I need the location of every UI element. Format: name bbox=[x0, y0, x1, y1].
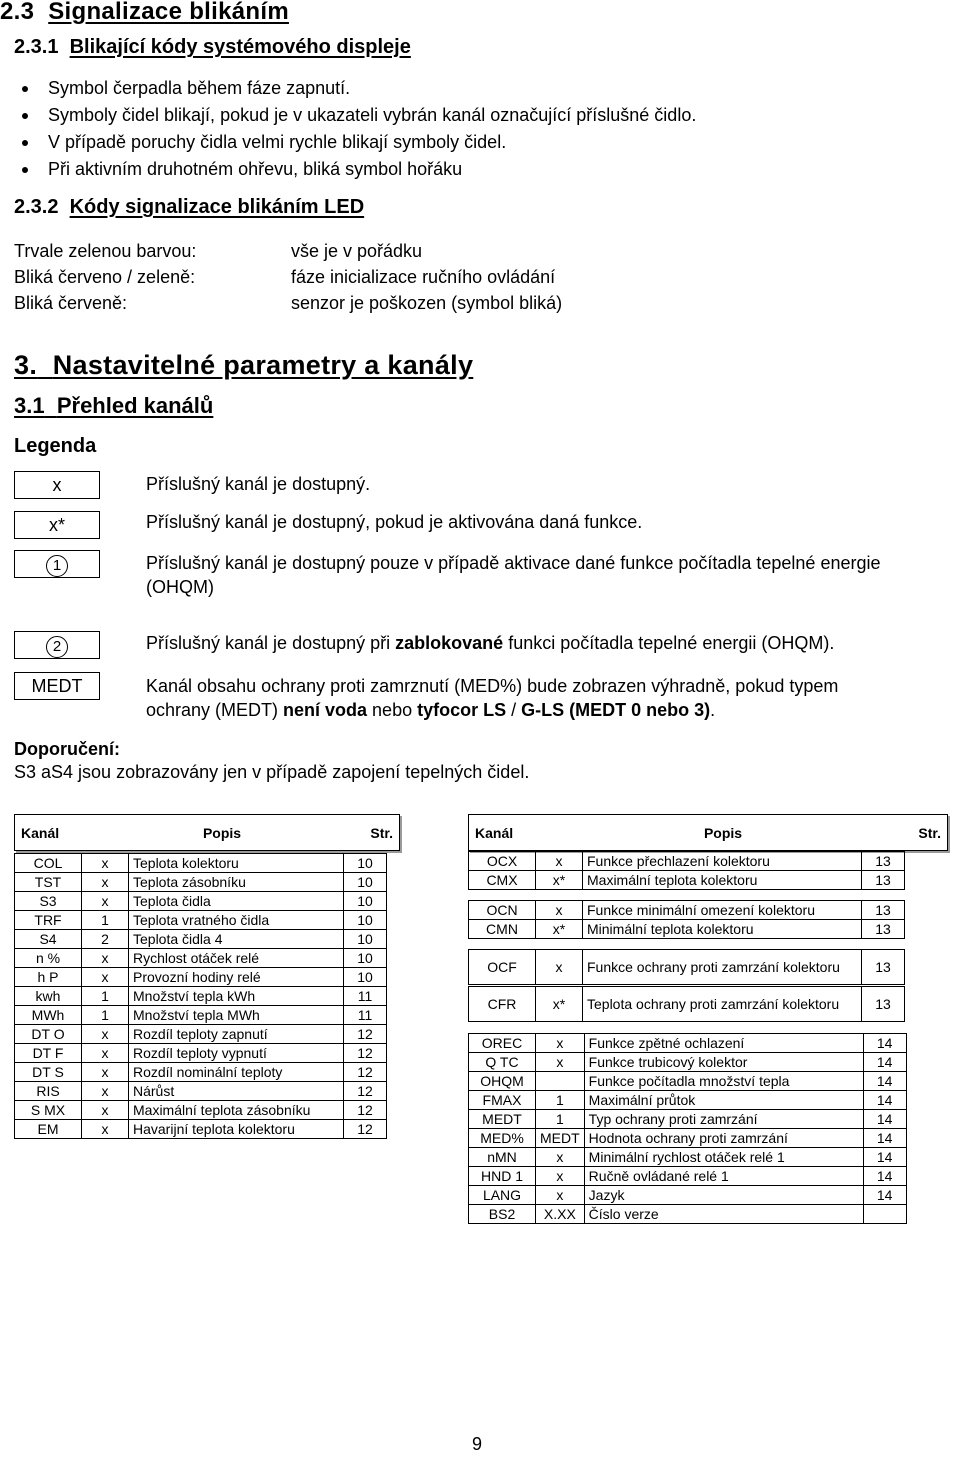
channel-code: CFR bbox=[469, 987, 536, 1022]
channel-code: kwh bbox=[15, 987, 82, 1006]
list-item: Při aktivním druhotném ohřevu, bliká symbol hořáku bbox=[14, 156, 696, 183]
availability: x bbox=[536, 1186, 585, 1205]
availability: x bbox=[82, 1120, 129, 1139]
page-ref: 14 bbox=[863, 1129, 906, 1148]
channel-code: DT S bbox=[15, 1063, 82, 1082]
availability: 1 bbox=[82, 1006, 129, 1025]
channel-code: BS2 bbox=[469, 1205, 536, 1224]
description: Ručně ovládané relé 1 bbox=[584, 1167, 863, 1186]
description: Číslo verze bbox=[584, 1205, 863, 1224]
header-desc: Popis bbox=[202, 824, 242, 841]
channel-code: RIS bbox=[15, 1082, 82, 1101]
led-meaning: senzor je poškozen (symbol bliká) bbox=[291, 293, 563, 313]
availability: x bbox=[82, 1082, 129, 1101]
table-row bbox=[15, 892, 387, 911]
description: Teplota vratného čidla bbox=[129, 911, 344, 930]
page-ref: 10 bbox=[344, 911, 387, 930]
availability: x bbox=[82, 873, 129, 892]
channel-code: nMN bbox=[469, 1148, 536, 1167]
table-row bbox=[15, 930, 387, 949]
left-table-header bbox=[14, 814, 400, 851]
legend-symbol-x: x bbox=[14, 471, 100, 499]
page-ref: 12 bbox=[344, 1082, 387, 1101]
availability bbox=[536, 1072, 585, 1091]
channel-code: OCF bbox=[469, 950, 536, 985]
description: Nárůst bbox=[129, 1082, 344, 1101]
description: Teplota čidla 4 bbox=[129, 930, 344, 949]
table-row bbox=[15, 987, 387, 1006]
table-row bbox=[469, 1205, 907, 1224]
availability: x bbox=[536, 1148, 585, 1167]
page-ref: 13 bbox=[862, 987, 905, 1022]
page-ref: 10 bbox=[344, 892, 387, 911]
channel-table bbox=[468, 900, 905, 939]
availability: x bbox=[82, 1044, 129, 1063]
availability: 1 bbox=[82, 911, 129, 930]
legend-symbol-x-star: x* bbox=[14, 511, 100, 539]
description: Hodnota ochrany proti zamrzání bbox=[584, 1129, 863, 1148]
page-ref: 10 bbox=[344, 930, 387, 949]
description: Teplota kolektoru bbox=[129, 854, 344, 873]
page-ref: 11 bbox=[344, 1006, 387, 1025]
page-ref: 10 bbox=[344, 968, 387, 987]
led-states bbox=[14, 238, 196, 316]
description: Teplota čidla bbox=[129, 892, 344, 911]
page-ref: 14 bbox=[863, 1034, 906, 1053]
page-ref: 11 bbox=[344, 987, 387, 1006]
availability: x bbox=[536, 1034, 585, 1053]
page-ref: 14 bbox=[863, 1110, 906, 1129]
description: Maximální teplota zásobníku bbox=[129, 1101, 344, 1120]
description: Typ ochrany proti zamrzání bbox=[584, 1110, 863, 1129]
channel-code: S4 bbox=[15, 930, 82, 949]
table-row bbox=[15, 1082, 387, 1101]
description: Rozdíl teploty vypnutí bbox=[129, 1044, 344, 1063]
channel-code: MED% bbox=[469, 1129, 536, 1148]
page-ref: 14 bbox=[863, 1091, 906, 1110]
page-ref: 12 bbox=[344, 1101, 387, 1120]
right-table-header bbox=[468, 814, 948, 851]
page-ref bbox=[863, 1205, 906, 1224]
description: Funkce trubicový kolektor bbox=[584, 1053, 863, 1072]
table-row bbox=[469, 1072, 907, 1091]
availability: 1 bbox=[82, 987, 129, 1006]
availability: x bbox=[536, 901, 583, 920]
page-ref: 13 bbox=[862, 871, 905, 890]
page-ref: 13 bbox=[862, 852, 905, 871]
page-ref: 14 bbox=[863, 1072, 906, 1091]
channel-code: LANG bbox=[469, 1186, 536, 1205]
description: Minimální teplota kolektoru bbox=[583, 920, 862, 939]
channel-code: h P bbox=[15, 968, 82, 987]
table-row bbox=[15, 854, 387, 873]
channel-code: TST bbox=[15, 873, 82, 892]
page-ref: 10 bbox=[344, 854, 387, 873]
list-item: V případě poruchy čidla velmi rychle blikají symboly čidel. bbox=[14, 129, 696, 156]
section-2-3-2-heading: 2.3.2 Kódy signalizace blikáním LED bbox=[14, 196, 365, 218]
table-row bbox=[469, 852, 905, 871]
channel-code: OCN bbox=[469, 901, 536, 920]
table-row bbox=[469, 1186, 907, 1205]
recommendation-text: S3 aS4 jsou zobrazovány jen v případě zapojení tepelných čidel. bbox=[14, 762, 530, 782]
channel-code: CMN bbox=[469, 920, 536, 939]
availability: x bbox=[82, 1025, 129, 1044]
table-row bbox=[469, 950, 905, 985]
page-number: 9 bbox=[472, 1434, 483, 1454]
table-row bbox=[15, 911, 387, 930]
section-3-heading: 3. Nastavitelné parametry a kanály bbox=[14, 350, 474, 380]
list-item: Symboly čidel blikají, pokud je v ukazateli vybrán kanál označující příslušné čidlo. bbox=[14, 102, 696, 129]
blink-code-list bbox=[14, 75, 696, 183]
availability: x* bbox=[536, 920, 583, 939]
availability: x bbox=[536, 852, 583, 871]
section-2-3-1-heading: 2.3.1 Blikající kódy systémového displeje bbox=[14, 36, 411, 58]
channel-table bbox=[14, 853, 387, 1139]
table-row bbox=[469, 1053, 907, 1072]
channel-code: COL bbox=[15, 854, 82, 873]
table-row bbox=[469, 1110, 907, 1129]
legend-text-x: Příslušný kanál je dostupný. bbox=[146, 474, 371, 494]
availability: 1 bbox=[536, 1110, 585, 1129]
legend-text-circle-1: Příslušný kanál je dostupný pouze v případě aktivace dané funkce počítadla tepelné energie (OHQM) bbox=[146, 553, 881, 597]
page-ref: 12 bbox=[344, 1044, 387, 1063]
availability: x bbox=[82, 1101, 129, 1120]
page-ref: 13 bbox=[862, 950, 905, 985]
table-row bbox=[15, 1101, 387, 1120]
table-row bbox=[15, 873, 387, 892]
channel-code: EM bbox=[15, 1120, 82, 1139]
table-row bbox=[469, 1091, 907, 1110]
availability: x* bbox=[536, 871, 583, 890]
page-ref: 14 bbox=[863, 1148, 906, 1167]
availability: x bbox=[82, 949, 129, 968]
channel-code: S MX bbox=[15, 1101, 82, 1120]
page-ref: 14 bbox=[863, 1053, 906, 1072]
table-row bbox=[469, 920, 905, 939]
description: Rozdíl nominální teploty bbox=[129, 1063, 344, 1082]
legend-symbol-circle-2 bbox=[14, 631, 100, 659]
table-row bbox=[15, 1006, 387, 1025]
availability: x bbox=[82, 892, 129, 911]
channel-code: S3 bbox=[15, 892, 82, 911]
page-ref: 13 bbox=[862, 920, 905, 939]
section-3-1-heading: 3.1 Přehled kanálů bbox=[14, 393, 214, 418]
page-ref: 14 bbox=[863, 1167, 906, 1186]
table-row bbox=[469, 901, 905, 920]
header-page: Str. bbox=[370, 824, 393, 841]
availability: X.XX bbox=[536, 1205, 585, 1224]
table-row bbox=[15, 1063, 387, 1082]
led-state: Bliká červeně: bbox=[14, 293, 128, 313]
table-row bbox=[469, 987, 905, 1022]
page-ref: 10 bbox=[344, 873, 387, 892]
description: Minimální rychlost otáček relé 1 bbox=[584, 1148, 863, 1167]
channel-code: OCX bbox=[469, 852, 536, 871]
page-ref: 13 bbox=[862, 901, 905, 920]
table-row bbox=[469, 1129, 907, 1148]
legend-text-medt: Kanál obsahu ochrany proti zamrznutí (MED%) bude zobrazen výhradně, pokud typem ochrany (MEDT) není voda nebo tyfocor LS / G-LS (MEDT 0 nebo 3). bbox=[146, 676, 839, 720]
channel-code: n % bbox=[15, 949, 82, 968]
led-meaning: vše je v pořádku bbox=[291, 241, 423, 261]
availability: 2 bbox=[82, 930, 129, 949]
table-row bbox=[15, 968, 387, 987]
page-ref: 10 bbox=[344, 949, 387, 968]
table-row bbox=[15, 949, 387, 968]
table-row bbox=[15, 1120, 387, 1139]
table-row bbox=[469, 1148, 907, 1167]
description: Maximální teplota kolektoru bbox=[583, 871, 862, 890]
availability: x bbox=[82, 1063, 129, 1082]
led-state: Trvale zelenou barvou: bbox=[14, 241, 197, 261]
description: Rychlost otáček relé bbox=[129, 949, 344, 968]
channel-table bbox=[468, 949, 905, 985]
channel-code: Q TC bbox=[469, 1053, 536, 1072]
channel-table bbox=[468, 986, 905, 1022]
led-state: Bliká červeno / zeleně: bbox=[14, 267, 196, 287]
availability: x bbox=[536, 950, 583, 985]
channel-code: MEDT bbox=[469, 1110, 536, 1129]
recommendation-title: Doporučení: bbox=[14, 739, 120, 759]
description: Funkce počítadla množství tepla bbox=[584, 1072, 863, 1091]
table-row bbox=[15, 1044, 387, 1063]
led-meaning: fáze inicializace ručního ovládání bbox=[291, 267, 556, 287]
page-ref: 12 bbox=[344, 1120, 387, 1139]
led-meanings bbox=[291, 238, 562, 316]
description: Funkce přechlazení kolektoru bbox=[583, 852, 862, 871]
description: Jazyk bbox=[584, 1186, 863, 1205]
table-row bbox=[469, 871, 905, 890]
availability: x* bbox=[536, 987, 583, 1022]
availability: x bbox=[536, 1167, 585, 1186]
description: Provozní hodiny relé bbox=[129, 968, 344, 987]
channel-code: TRF bbox=[15, 911, 82, 930]
availability: x bbox=[82, 968, 129, 987]
availability: x bbox=[536, 1053, 585, 1072]
description: Maximální průtok bbox=[584, 1091, 863, 1110]
table-row bbox=[469, 1034, 907, 1053]
description: Množství tepla kWh bbox=[129, 987, 344, 1006]
description: Množství tepla MWh bbox=[129, 1006, 344, 1025]
table-row bbox=[15, 1025, 387, 1044]
header-channel: Kanál bbox=[21, 824, 60, 841]
header-page: Str. bbox=[918, 824, 941, 841]
description: Rozdíl teploty zapnutí bbox=[129, 1025, 344, 1044]
description: Teplota zásobníku bbox=[129, 873, 344, 892]
availability: MEDT bbox=[536, 1129, 585, 1148]
channel-code: DT F bbox=[15, 1044, 82, 1063]
legend-text-circle-2: Příslušný kanál je dostupný při zablokované funkci počítadla tepelné energii (OHQM). bbox=[146, 633, 835, 653]
page-ref: 12 bbox=[344, 1063, 387, 1082]
channel-table bbox=[468, 1033, 907, 1224]
legend-text-x-star: Příslušný kanál je dostupný, pokud je aktivována daná funkce. bbox=[146, 512, 643, 532]
legend-symbol-circle-1 bbox=[14, 550, 100, 578]
description: Funkce minimální omezení kolektoru bbox=[583, 901, 862, 920]
description: Havarijní teplota kolektoru bbox=[129, 1120, 344, 1139]
page-ref: 14 bbox=[863, 1186, 906, 1205]
table-row bbox=[469, 1167, 907, 1186]
circled-two-icon: 2 bbox=[46, 636, 68, 658]
list-item: Symbol čerpadla během fáze zapnutí. bbox=[14, 75, 696, 102]
header-channel: Kanál bbox=[475, 824, 514, 841]
section-2-3-heading: 2.3 Signalizace blikáním bbox=[0, 0, 289, 25]
channel-code: MWh bbox=[15, 1006, 82, 1025]
description: Funkce ochrany proti zamrzání kolektoru bbox=[583, 950, 862, 985]
availability: 1 bbox=[536, 1091, 585, 1110]
page-ref: 12 bbox=[344, 1025, 387, 1044]
availability: x bbox=[82, 854, 129, 873]
legend-title: Legenda bbox=[14, 435, 97, 457]
channel-code: CMX bbox=[469, 871, 536, 890]
channel-code: HND 1 bbox=[469, 1167, 536, 1186]
channel-code: OHQM bbox=[469, 1072, 536, 1091]
channel-code: DT O bbox=[15, 1025, 82, 1044]
circled-one-icon: 1 bbox=[46, 555, 68, 577]
channel-code: FMAX bbox=[469, 1091, 536, 1110]
description: Teplota ochrany proti zamrzání kolektoru bbox=[583, 987, 862, 1022]
header-desc: Popis bbox=[703, 824, 743, 841]
channel-table bbox=[468, 851, 905, 890]
legend-symbol-medt: MEDT bbox=[14, 672, 100, 700]
channel-code: OREC bbox=[469, 1034, 536, 1053]
description: Funkce zpětné ochlazení bbox=[584, 1034, 863, 1053]
